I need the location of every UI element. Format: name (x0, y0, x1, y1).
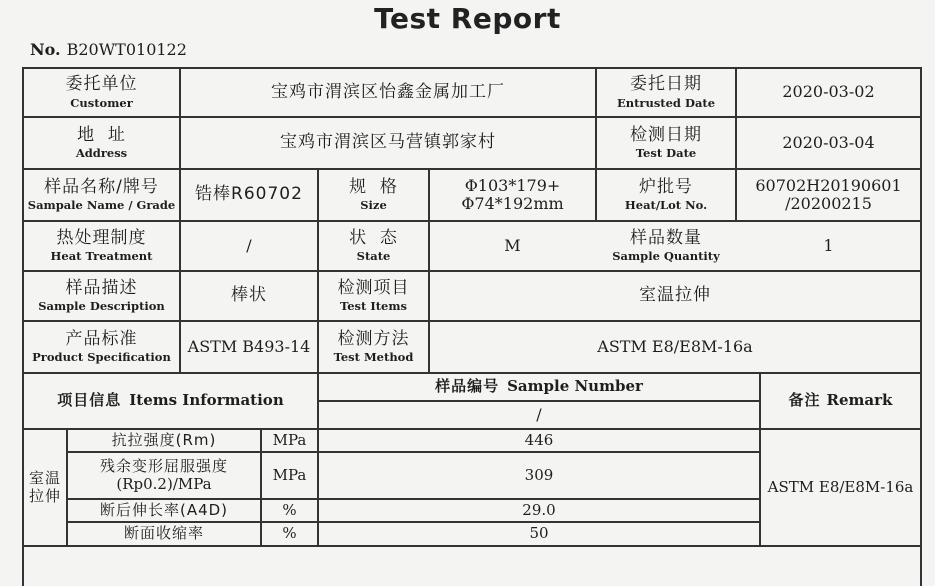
state-label-en: State (356, 249, 391, 264)
result-unit: % (282, 500, 297, 519)
heat-lot-value-line2: /20200215 (785, 194, 872, 213)
state-label (319, 222, 428, 270)
customer-value: 宝鸡市渭滨区怡鑫金属加工厂 (271, 81, 505, 102)
sample-description-label (24, 272, 179, 320)
result-value: 50 (529, 524, 549, 543)
test-method-label-zh: 检测方法 (337, 328, 410, 349)
heat-lot-label (597, 170, 735, 220)
group-label-line2: 拉伸 (28, 486, 61, 505)
test-method-label (319, 322, 428, 372)
test-items-value: 室温拉伸 (639, 285, 711, 306)
customer-label-zh: 委托单位 (65, 74, 138, 95)
sample-description-label-zh: 样品描述 (65, 277, 138, 298)
room-temp-tensile-label (24, 430, 66, 545)
report-number (30, 40, 187, 59)
remark-label-zh: 备注 (788, 391, 821, 410)
heat-lot-value (737, 170, 920, 220)
sample-name-label (24, 170, 179, 220)
address-label (24, 118, 179, 168)
result-name: 抗拉强度(Rm) (111, 430, 217, 449)
product-spec-label-en: Product Specification (32, 350, 171, 365)
result-name-line2: (Rp0.2)/MPa (116, 474, 212, 493)
test-date-label-en: Test Date (635, 146, 697, 161)
size-label-zh: 规 格 (349, 176, 398, 197)
entrusted-date-label-zh: 委托日期 (630, 74, 702, 95)
sample-quantity-label-en: Sample Quantity (612, 249, 720, 264)
product-spec-value: ASTM B493-14 (187, 336, 311, 356)
result-name: 断后伸长率(A4D) (99, 500, 229, 519)
remark-value: ASTM E8/E8M-16a (767, 477, 914, 496)
result-unit: MPa (272, 430, 307, 449)
sample-number-label-en: Sample Number (507, 377, 643, 396)
result-name (68, 453, 260, 498)
test-date-label (597, 118, 735, 168)
entrusted-date-value: 2020-03-02 (782, 82, 875, 102)
result-unit: MPa (272, 465, 307, 484)
items-info-label-zh: 项目信息 (57, 391, 122, 410)
heat-treatment-value: / (246, 235, 252, 255)
product-spec-label (24, 322, 179, 372)
sample-name-label-en: Sampale Name / Grade (27, 198, 176, 213)
sample-name-value: 锆棒R60702 (195, 184, 303, 205)
size-label-en: Size (360, 198, 387, 213)
sample-name-label-zh: 样品名称/牌号 (44, 176, 159, 197)
heat-lot-label-en: Heat/Lot No. (624, 198, 708, 213)
test-items-label (319, 272, 428, 320)
test-method-label-en: Test Method (333, 350, 414, 365)
test-items-label-en: Test Items (340, 299, 407, 314)
address-label-en: Address (75, 146, 128, 161)
remark-header (761, 374, 920, 428)
remark-label-en: Remark (826, 391, 893, 410)
test-method-value: ASTM E8/E8M-16a (597, 336, 753, 356)
address-value: 宝鸡市渭滨区马营镇郭家村 (280, 132, 496, 153)
items-info-label-en: Items Information (129, 391, 284, 410)
result-value: 446 (524, 430, 554, 449)
heat-lot-label-zh: 炉批号 (639, 176, 693, 197)
product-spec-label-zh: 产品标准 (65, 328, 138, 349)
test-date-value: 2020-03-04 (782, 132, 875, 152)
sample-description-label-en: Sample Description (38, 299, 165, 314)
row-divider (22, 545, 921, 547)
size-label (319, 170, 428, 220)
test-date-label-zh: 检测日期 (630, 124, 702, 145)
heat-treatment-label (24, 222, 179, 270)
report-title: Test Report (374, 2, 561, 35)
result-name-line1: 残余变形屈服强度 (99, 457, 228, 476)
customer-label (24, 69, 179, 116)
report-number-label: No. (30, 40, 61, 59)
sample-number-label-zh: 样品编号 (435, 377, 500, 396)
report-number-value: B20WT010122 (66, 40, 187, 59)
result-value: 29.0 (522, 500, 556, 519)
customer-label-en: Customer (70, 95, 133, 110)
result-value: 309 (524, 465, 554, 484)
sample-description-value: 棒状 (231, 285, 267, 306)
size-value (430, 170, 595, 220)
state-label-zh: 状 态 (349, 227, 398, 248)
sample-quantity-label (597, 222, 735, 270)
entrusted-date-label-en: Entrusted Date (616, 95, 716, 110)
address-label-zh: 地 址 (77, 124, 126, 145)
heat-treatment-label-en: Heat Treatment (50, 249, 153, 264)
sample-quantity-value: 1 (823, 235, 834, 255)
sample-number-value: / (536, 404, 542, 424)
heat-treatment-label-zh: 热处理制度 (56, 227, 147, 248)
test-items-label-zh: 检测项目 (337, 277, 410, 298)
table-border-right (920, 67, 922, 586)
sample-number-header (319, 374, 759, 400)
state-value: M (504, 235, 521, 255)
heat-lot-value-line1: 60702H20190601 (755, 175, 902, 195)
result-unit: % (282, 524, 297, 543)
size-value-line2: Φ74*192mm (461, 194, 564, 213)
result-name: 断面收缩率 (123, 524, 204, 543)
sample-quantity-label-zh: 样品数量 (630, 227, 702, 248)
size-value-line1: Φ103*179+ (464, 175, 561, 195)
group-label-line1: 室温 (28, 469, 61, 488)
entrusted-date-label (597, 69, 735, 116)
items-info-header (24, 374, 317, 428)
